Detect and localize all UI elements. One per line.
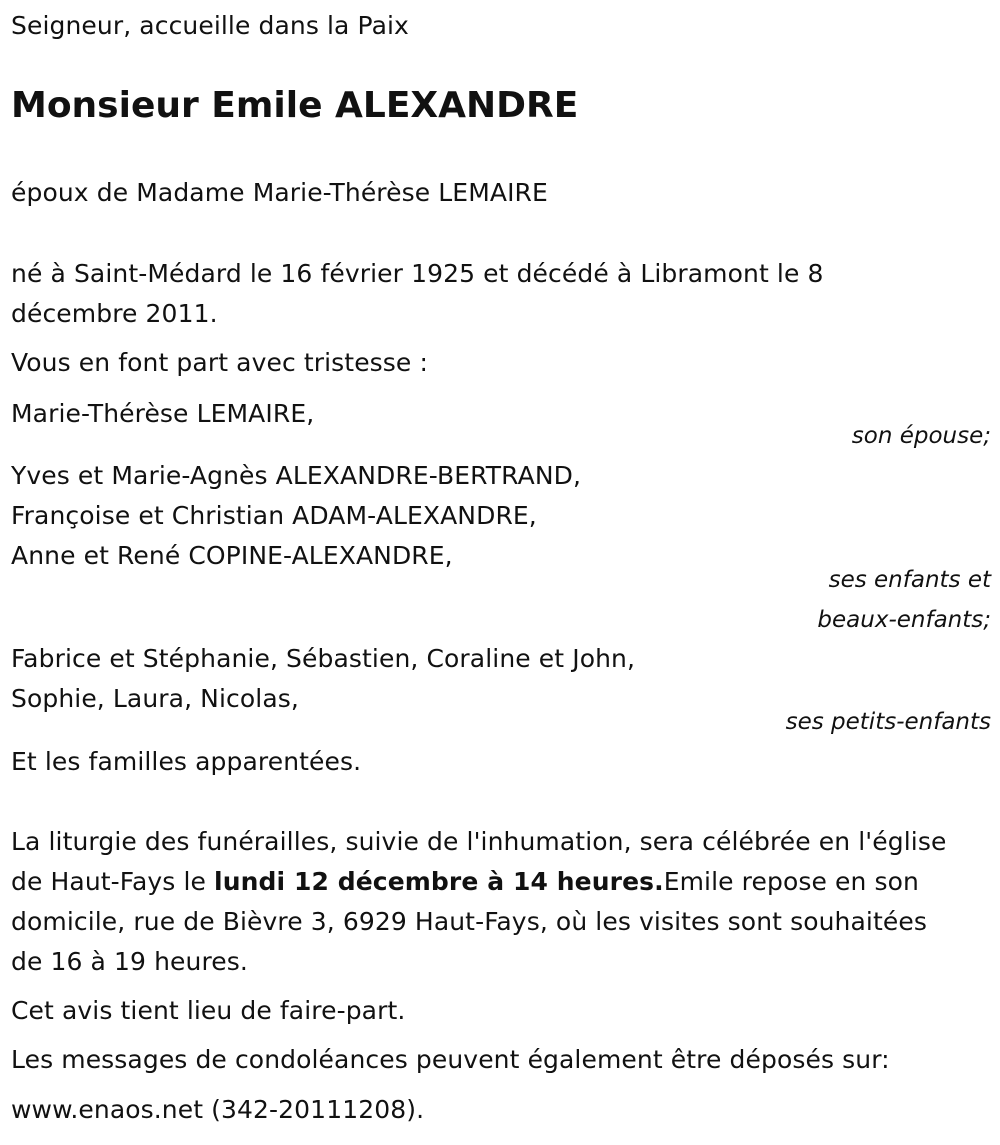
biography-line-2: décembre 2011. (11, 299, 218, 328)
condolences-line: Les messages de condoléances peuvent également être déposés sur: (11, 1045, 890, 1074)
website-line: www.enaos.net (342-20111208). (11, 1095, 425, 1124)
funeral-line-2-prefix: de Haut-Fays le (11, 867, 215, 896)
grandchildren-line: Fabrice et Stéphanie, Sébastien, Coraline et John, (11, 644, 636, 673)
grandchildren-line: Sophie, Laura, Nicolas, (11, 684, 299, 713)
funeral-line-4: de 16 à 19 heures. (11, 947, 248, 976)
children-relation-line-1: ses enfants et (828, 567, 991, 593)
families-line: Et les familles apparentées. (11, 747, 362, 776)
spouse-name: Marie-Thérèse LEMAIRE, (11, 399, 315, 428)
notice-line: Cet avis tient lieu de faire-part. (11, 996, 406, 1025)
biography-line-1: né à Saint-Médard le 16 février 1925 et décédé à Libramont le 8 (11, 259, 824, 288)
funeral-line-3: domicile, rue de Bièvre 3, 6929 Haut-Fays, où les visites sont souhaitées (11, 907, 927, 936)
funeral-line-2-suffix: Emile repose en son (663, 867, 919, 896)
spouse-line: époux de Madame Marie-Thérèse LEMAIRE (11, 178, 548, 207)
children-relation (817, 560, 991, 640)
child-line: Anne et René COPINE-ALEXANDRE, (11, 541, 453, 570)
funeral-line-2 (11, 862, 919, 902)
prayer-line: Seigneur, accueille dans la Paix (11, 11, 409, 40)
spouse-relation: son épouse; (851, 423, 991, 449)
child-line: Françoise et Christian ADAM-ALEXANDRE, (11, 501, 537, 530)
funeral-line-1: La liturgie des funérailles, suivie de l'inhumation, sera célébrée en l'église (11, 827, 947, 856)
grandchildren-relation: ses petits-enfants (785, 709, 991, 735)
child-line: Yves et Marie-Agnès ALEXANDRE-BERTRAND, (11, 461, 582, 490)
deceased-name: Monsieur Emile ALEXANDRE (11, 85, 579, 126)
announcement-intro: Vous en font part avec tristesse : (11, 348, 428, 377)
funeral-date-time: lundi 12 décembre à 14 heures. (214, 867, 664, 896)
children-relation-line-2: beaux-enfants; (817, 607, 991, 633)
